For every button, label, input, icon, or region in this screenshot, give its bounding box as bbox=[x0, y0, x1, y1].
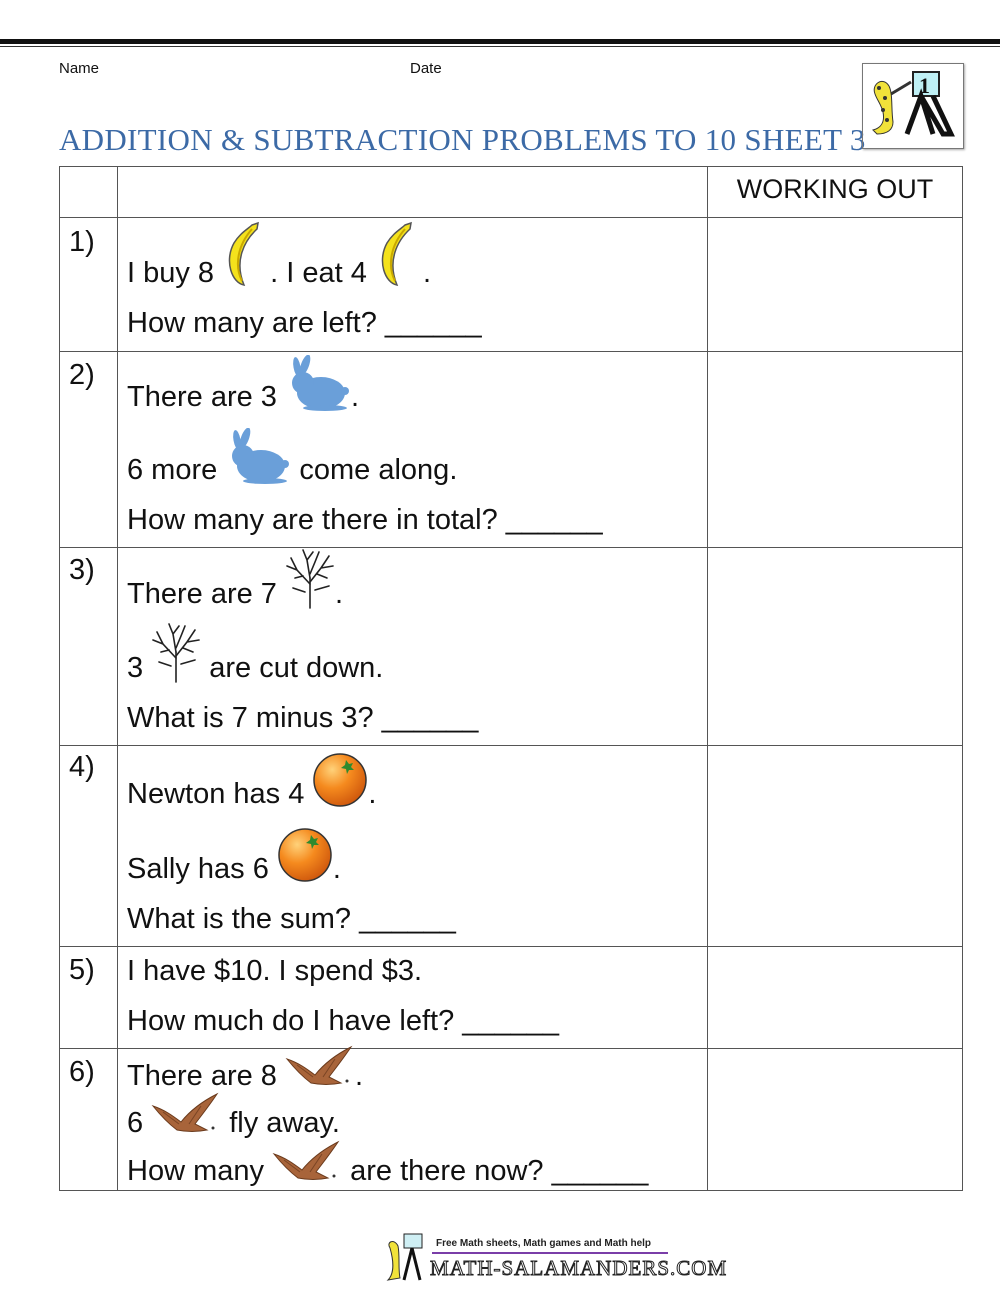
bird-icon bbox=[151, 1092, 221, 1134]
problem-text: . bbox=[350, 380, 360, 413]
orange-icon bbox=[277, 827, 333, 883]
tree-icon bbox=[151, 622, 201, 684]
problem-text: What is the sum? ______ bbox=[127, 902, 456, 935]
rabbit-icon bbox=[285, 355, 351, 411]
problem-line bbox=[127, 571, 343, 617]
working-out-cell[interactable] bbox=[708, 947, 963, 1049]
problem-text: How many bbox=[127, 1154, 273, 1187]
problem-number: 2) bbox=[69, 359, 95, 391]
problem-line bbox=[127, 998, 559, 1044]
problem-text: . bbox=[334, 577, 344, 610]
problem-text: fly away. bbox=[221, 1106, 340, 1139]
problem-text-cell bbox=[118, 1049, 708, 1191]
problem-text: are there now? ______ bbox=[342, 1154, 649, 1187]
footer-tagline: Free Math sheets, Math games and Math help bbox=[436, 1238, 652, 1249]
footer-salamander-icon bbox=[380, 1232, 430, 1284]
problem-line bbox=[127, 695, 478, 741]
problem-text-cell bbox=[118, 218, 708, 352]
rabbit-icon bbox=[225, 428, 291, 484]
working-out-cell[interactable] bbox=[708, 548, 963, 746]
name-label: Name bbox=[59, 60, 100, 77]
problem-text-cell bbox=[118, 352, 708, 548]
problem-number: 6) bbox=[69, 1056, 95, 1088]
top-rule-thin bbox=[0, 46, 1000, 47]
problem-text: . bbox=[332, 852, 341, 885]
problem-text: How many are there in total? ______ bbox=[127, 503, 603, 536]
problem-text: are cut down. bbox=[201, 651, 384, 684]
problem-line bbox=[127, 250, 431, 296]
working-out-cell[interactable] bbox=[708, 746, 963, 947]
problem-text: 3 bbox=[127, 651, 152, 684]
problem-text: . I eat 4 bbox=[262, 256, 375, 289]
working-out-cell[interactable] bbox=[708, 218, 963, 352]
bird-icon bbox=[285, 1045, 355, 1087]
problem-number: 4) bbox=[69, 751, 95, 783]
problem-text: 6 bbox=[127, 1106, 152, 1139]
page-title: ADDITION & SUBTRACTION PROBLEMS TO 10 SHEET 3 bbox=[59, 122, 866, 157]
table-header-row bbox=[60, 167, 963, 218]
problem-text: 6 more bbox=[127, 453, 226, 486]
problem-line bbox=[127, 948, 422, 994]
problem-text-cell bbox=[118, 947, 708, 1049]
problem-row bbox=[60, 1049, 963, 1191]
bird-icon bbox=[272, 1140, 342, 1182]
problem-number: 1) bbox=[69, 226, 95, 258]
problem-text: come along. bbox=[291, 453, 458, 486]
problem-line bbox=[127, 1148, 648, 1194]
banana-icon bbox=[375, 221, 415, 291]
problem-number: 3) bbox=[69, 554, 95, 586]
problem-line bbox=[127, 497, 603, 543]
footer-site-name: MATH-SALAMANDERS.COM bbox=[430, 1256, 728, 1280]
problems-table bbox=[59, 166, 963, 1191]
problem-text: How much do I have left? ______ bbox=[127, 1004, 560, 1037]
svg-text:1: 1 bbox=[919, 73, 930, 98]
problem-line bbox=[127, 447, 457, 493]
problem-row bbox=[60, 352, 963, 548]
problem-line bbox=[127, 771, 376, 817]
footer-divider bbox=[432, 1252, 668, 1254]
date-label: Date bbox=[410, 60, 442, 77]
tree-icon bbox=[285, 548, 335, 610]
problem-line bbox=[127, 300, 482, 346]
problem-line bbox=[127, 645, 383, 691]
problem-text: . bbox=[414, 256, 432, 289]
problem-row bbox=[60, 548, 963, 746]
working-out-header: WORKING OUT bbox=[708, 167, 963, 218]
problem-text: Newton has 4 bbox=[127, 777, 313, 810]
working-out-cell[interactable] bbox=[708, 352, 963, 548]
problem-text: . bbox=[354, 1059, 364, 1092]
banana-icon bbox=[222, 221, 262, 291]
problem-row bbox=[60, 218, 963, 352]
problem-text: I have $10. I spend $3. bbox=[127, 954, 423, 987]
problem-line bbox=[127, 896, 456, 942]
problem-text: What is 7 minus 3? ______ bbox=[127, 701, 479, 734]
problem-row bbox=[60, 746, 963, 947]
problem-text: There are 7 bbox=[127, 577, 285, 610]
problem-line bbox=[127, 374, 359, 420]
problem-row bbox=[60, 947, 963, 1049]
problem-text: I buy 8 bbox=[127, 256, 223, 289]
problem-text-cell bbox=[118, 548, 708, 746]
problem-text: . bbox=[368, 777, 377, 810]
problem-text: There are 8 bbox=[127, 1059, 285, 1092]
top-rule bbox=[0, 39, 1000, 44]
problem-text-cell bbox=[118, 746, 708, 947]
problem-text: Sally has 6 bbox=[127, 852, 277, 885]
salamander-logo bbox=[862, 63, 964, 149]
problem-number: 5) bbox=[69, 954, 95, 986]
problem-text: There are 3 bbox=[127, 380, 285, 413]
footer-logo[interactable] bbox=[380, 1232, 728, 1284]
working-out-cell[interactable] bbox=[708, 1049, 963, 1191]
problem-line bbox=[127, 846, 341, 892]
orange-icon bbox=[312, 752, 368, 808]
problem-text: How many are left? ______ bbox=[127, 306, 482, 339]
